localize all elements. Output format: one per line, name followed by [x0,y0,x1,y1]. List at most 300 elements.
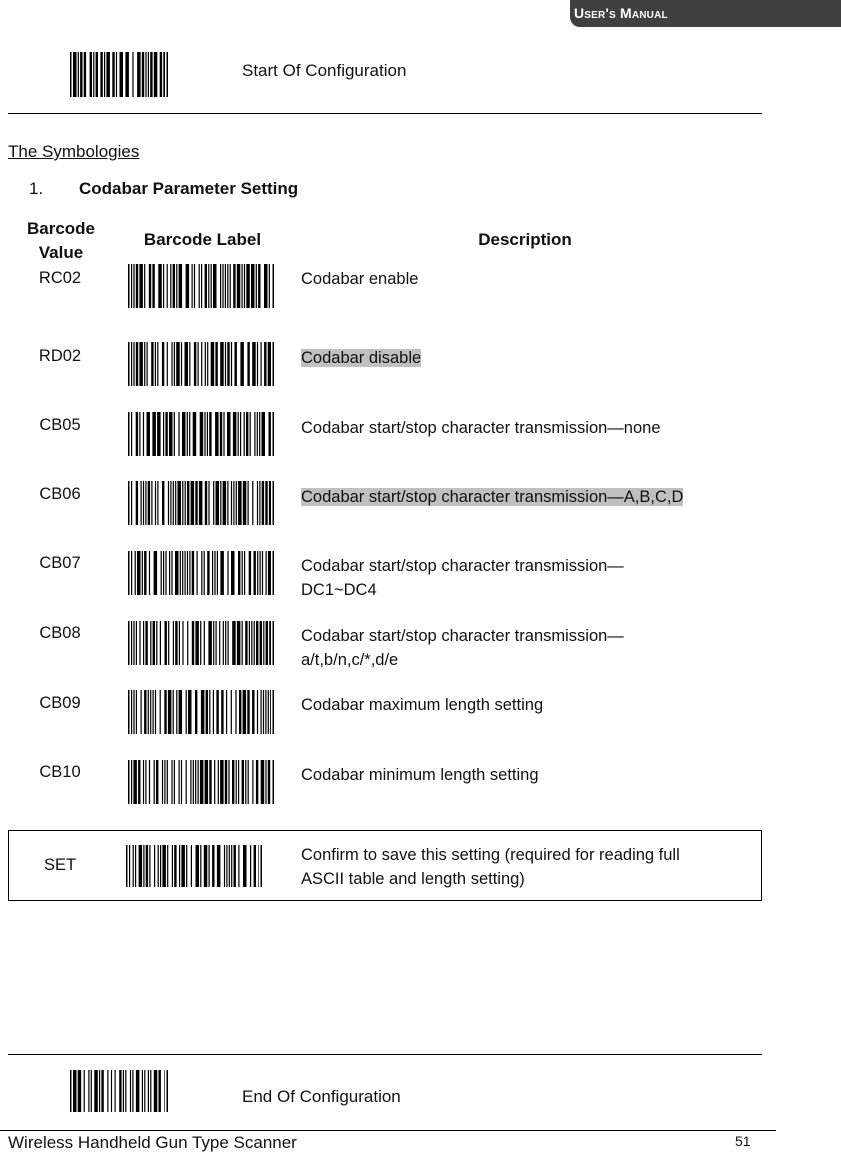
table-row-description [301,554,624,602]
description-line: Confirm to save this setting (required for reading full [301,846,680,864]
table-row-description: Codabar minimum length setting [301,766,539,784]
barcode-bar [130,1070,131,1112]
barcode-bar [143,621,144,665]
barcode-bar [145,52,146,97]
barcode-bar [257,481,258,525]
barcode-bar [244,551,245,595]
barcode-bar [244,412,245,456]
barcode-bar [193,760,194,804]
barcode-bar [186,264,190,308]
barcode-bar [235,690,236,734]
barcode-bar [223,621,224,665]
barcode-bar [252,760,253,804]
table-row-description [301,624,624,672]
barcode-bar [187,481,189,525]
column-header-label: Barcode Label [143,230,262,249]
set-description [301,843,680,891]
barcode-bar [205,264,207,308]
barcode-bar [257,412,258,456]
column-header-value-line1: Barcode [26,219,96,238]
barcode-bar [220,481,221,525]
barcode-bar [139,412,140,456]
barcode-bar [133,845,134,887]
barcode-bar [249,551,251,595]
barcode-bar [179,760,180,804]
barcode-bar [164,760,165,804]
barcode-cb09[interactable] [128,690,274,734]
barcode-bar [186,690,187,734]
barcode-bar [204,621,205,665]
barcode-bar [143,760,144,804]
description-line: ASCII table and length setting) [301,870,525,888]
barcode-cb06[interactable] [128,481,274,525]
barcode-bar [143,481,144,525]
barcode-bar [242,760,244,804]
barcode-bar [199,264,200,308]
barcode-bar [107,1070,108,1112]
barcode-bar [244,264,245,308]
barcode-bar [194,342,196,386]
barcode-bar [125,1070,126,1112]
table-row-description-highlighted: Codabar disable [301,349,422,367]
barcode-bar [201,690,205,734]
barcode-bar [192,621,194,665]
barcode-bar [88,1070,89,1112]
barcode-bar [195,690,197,734]
barcode-bar [225,760,227,804]
barcode-bar [163,412,164,456]
barcode-bar [170,481,171,525]
barcode-bar [153,621,155,665]
barcode-bar [211,264,212,308]
barcode-bar [144,1070,145,1112]
barcode-bar [138,760,140,804]
barcode-bar [216,481,220,525]
barcode-bar [254,621,255,665]
barcode-bar [148,690,149,734]
barcode-bar [139,845,143,887]
barcode-bar [266,621,268,665]
barcode-bar [173,621,174,665]
barcode-bar [187,551,188,595]
barcode-bar [154,1070,158,1112]
barcode-bar [226,845,227,887]
barcode-bar [219,621,220,665]
barcode-bar [100,52,102,97]
barcode-bar [248,481,249,525]
table-row-description-highlighted: Codabar start/stop character transmission—A,B,C,D [301,488,684,506]
barcode-bar [273,481,275,525]
barcode-bar [233,412,237,456]
barcode-bar [243,690,247,734]
barcode-bar [80,52,82,97]
barcode-bar [139,342,143,386]
barcode-bar [148,481,150,525]
barcode-bar [171,342,172,386]
barcode-bar [131,481,132,525]
barcode-bar [129,845,130,887]
barcode-bar [189,412,190,456]
barcode-bar [268,551,271,595]
barcode-cb10[interactable] [128,760,274,804]
barcode-bar [137,52,141,97]
barcode-bar [170,264,171,308]
barcode-bar [159,1070,161,1112]
barcode-bar [242,621,243,665]
barcode-bar [128,760,130,804]
barcode-bar [128,621,130,665]
barcode-bar [201,342,202,386]
barcode-bar [157,342,158,386]
barcode-bar [160,52,162,97]
barcode-bar [218,760,219,804]
barcode-bar [78,1070,82,1112]
barcode-bar [196,845,200,887]
barcode-bar [258,264,260,308]
barcode-bar [209,690,210,734]
barcode-bar [240,412,241,456]
barcode-bar [119,1070,121,1112]
barcode-bar [194,264,195,308]
barcode-bar [225,621,226,665]
barcode-bar [149,760,150,804]
barcode-bar [143,412,144,456]
barcode-bar [214,551,215,595]
barcode-bar [234,845,236,887]
barcode-bar [139,264,143,308]
barcode-bar [182,412,186,456]
barcode-bar [70,1070,72,1112]
barcode-bar [131,690,132,734]
barcode-bar [167,845,168,887]
barcode-bar [238,551,240,595]
barcode-bar [257,342,258,386]
table-row-description: Codabar maximum length setting [301,696,544,714]
barcode-bar [213,264,217,308]
barcode-rc02[interactable] [128,264,274,308]
barcode-bar [220,264,221,308]
barcode-bar [155,342,156,386]
barcode-bar [199,481,203,525]
barcode-bar [192,264,193,308]
barcode-bar [269,412,271,456]
barcode-bar [243,845,247,887]
barcode-bar [155,690,156,734]
barcode-bar [186,760,187,804]
barcode-bar [152,264,154,308]
barcode-bar [252,481,253,525]
barcode-bar [142,551,143,595]
barcode-bar [131,621,132,665]
barcode-bar [150,52,152,97]
barcode-bar [252,342,256,386]
description-line: a/t,b/n,c/*,d/e [301,651,399,669]
description-line: Codabar start/stop character transmission— [301,627,624,645]
barcode-bar [231,845,232,887]
barcode-bar [157,481,158,525]
column-header-value [20,217,102,265]
barcode-bar [171,760,172,804]
barcode-bar [156,760,158,804]
barcode-bar [268,342,271,386]
barcode-bar [200,845,201,887]
barcode-bar [201,264,202,308]
barcode-bar [238,845,239,887]
barcode-bar [220,551,224,595]
barcode-bar [137,551,141,595]
barcode-bar [106,52,110,97]
barcode-bar [212,551,213,595]
barcode-bar [236,760,237,804]
barcode-bar [101,1070,103,1112]
barcode-bar [236,481,237,525]
barcode-bar [99,1070,100,1112]
barcode-bar [141,690,142,734]
barcode-bar [209,845,210,887]
barcode-bar [227,481,228,525]
barcode-bar [176,690,177,734]
barcode-bar [205,342,206,386]
barcode-bar [94,1070,98,1112]
barcode-bar [174,760,175,804]
barcode-bar [143,845,144,887]
barcode-bar [174,342,175,386]
table-row-description: Codabar start/stop character transmission—none [301,419,661,437]
barcode-cb08[interactable] [128,621,274,665]
barcode-bar [191,481,195,525]
barcode-bar [259,412,260,456]
barcode-bar [151,342,153,386]
description-line: Codabar start/stop character transmission— [301,557,624,575]
barcode-bar [273,342,275,386]
barcode-bar [147,412,151,456]
column-header-value-line2: Value [38,243,84,262]
barcode-bar [179,845,180,887]
barcode-bar [153,690,154,734]
barcode-bar [70,52,72,97]
barcode-bar [148,1070,149,1112]
barcode-bar [186,845,187,887]
barcode-bar [164,1070,165,1112]
table-row-code: CB08 [39,624,81,642]
barcode-bar [112,52,114,97]
barcode-bar [238,760,239,804]
barcode-bar [220,760,224,804]
barcode-bar [120,52,124,97]
barcode-bar [149,264,151,308]
description-line: DC1~DC4 [301,581,377,599]
barcode-set[interactable] [126,845,262,887]
barcode-bar [254,551,256,595]
barcode-bar [181,845,185,887]
barcode-bar [168,690,172,734]
barcode-bar [182,481,183,525]
barcode-bar [136,412,138,456]
barcode-bar [128,342,130,386]
barcode-bar [123,1070,124,1112]
table-row-code: CB05 [39,416,81,434]
barcode-bar [262,551,263,595]
barcode-bar [132,52,133,97]
barcode-bar [257,690,258,734]
barcode-bar [126,845,128,887]
end-config-barcode[interactable] [70,1070,168,1112]
barcode-bar [265,760,266,804]
barcode-bar [144,264,145,308]
barcode-bar [207,342,208,386]
barcode-bar [162,845,166,887]
barcode-bar [163,264,164,308]
heading-number: 1. [29,179,44,198]
barcode-bar [263,690,264,734]
barcode-bar [178,412,179,456]
column-header-description: Description [478,230,572,249]
barcode-bar [135,551,136,595]
barcode-bar [131,264,132,308]
barcode-bar [128,690,130,734]
barcode-rd02[interactable] [128,342,274,386]
barcode-bar [243,481,247,525]
barcode-bar [165,412,167,456]
barcode-bar [168,621,169,665]
table-row-description: Codabar enable [301,270,419,288]
barcode-bar [182,551,183,595]
barcode-bar [262,412,266,456]
barcode-bar [204,551,205,595]
barcode-bar [144,551,146,595]
barcode-bar [215,412,219,456]
barcode-bar [229,845,230,887]
barcode-bar [187,412,188,456]
barcode-bar [247,342,249,386]
barcode-bar [223,412,224,456]
barcode-bar [254,412,255,456]
barcode-bar [260,621,262,665]
table-row-code: CB06 [39,485,81,503]
barcode-bar [135,845,136,887]
barcode-bar [133,760,137,804]
barcode-bar [270,690,271,734]
barcode-bar [78,52,79,97]
table-row-code: CB10 [39,763,81,781]
barcode-bar [182,621,183,665]
barcode-bar [145,760,146,804]
barcode-bar [264,342,266,386]
barcode-bar [237,264,241,308]
barcode-bar [266,551,267,595]
barcode-bar [222,264,223,308]
barcode-bar [154,551,158,595]
barcode-bar [208,481,209,525]
barcode-bar [90,52,92,97]
barcode-bar [238,412,239,456]
barcode-bar [231,342,232,386]
barcode-bar [247,690,249,734]
barcode-bar [220,342,224,386]
barcode-bar [91,1070,92,1112]
barcode-bar [158,264,162,308]
barcode-bar [160,845,161,887]
barcode-bar [227,264,228,308]
barcode-bar [223,481,227,525]
barcode-bar [185,342,189,386]
barcode-bar [188,690,192,734]
barcode-bar [256,760,258,804]
barcode-bar [133,264,134,308]
barcode-bar [217,551,218,595]
start-config-barcode[interactable] [70,52,168,97]
barcode-bar [195,481,197,525]
barcode-bar [162,481,164,525]
barcode-bar [128,481,130,525]
barcode-bar [125,52,128,97]
barcode-bar [84,52,86,97]
manual-header-badge: User's Manual [570,0,841,27]
barcode-bar [245,760,246,804]
barcode-bar [154,760,155,804]
barcode-bar [268,690,269,734]
barcode-bar [254,845,256,887]
barcode-bar [263,621,264,665]
barcode-bar [246,264,250,308]
barcode-bar [208,621,212,665]
barcode-bar [167,1070,169,1112]
barcode-cb07[interactable] [128,551,274,595]
barcode-bar [133,621,134,665]
barcode-cb05[interactable] [128,412,274,456]
barcode-bar [155,481,156,525]
barcode-bar [167,342,168,386]
barcode-bar [176,264,177,308]
barcode-bar [204,845,208,887]
barcode-bar [93,52,94,97]
barcode-bar [200,621,201,665]
barcode-bar [144,690,146,734]
barcode-bar [160,621,161,665]
barcode-bar [185,481,186,525]
barcode-bar [136,1070,140,1112]
barcode-bar [245,621,247,665]
set-code: SET [43,856,77,874]
barcode-bar [251,264,255,308]
barcode-bar [227,412,231,456]
start-config-label: Start Of Configuration [242,61,407,80]
barcode-bar [150,690,151,734]
barcode-bar [195,621,199,665]
barcode-bar [181,760,182,804]
barcode-bar [96,52,98,97]
barcode-bar [180,551,181,595]
barcode-bar [197,551,198,595]
barcode-bar [198,342,199,386]
barcode-bar [213,481,214,525]
barcode-bar [131,342,132,386]
barcode-bar [163,551,164,595]
barcode-bar [128,264,130,308]
barcode-bar [115,1070,116,1112]
table-row-code: RC02 [38,269,82,287]
barcode-bar [187,621,188,665]
barcode-bar [246,412,248,456]
barcode-bar [142,52,144,97]
barcode-bar [171,551,172,595]
barcode-bar [172,845,173,887]
barcode-bar [176,342,180,386]
barcode-bar [167,760,168,804]
barcode-bar [139,621,140,665]
barcode-bar [233,264,235,308]
barcode-bar [227,342,229,386]
